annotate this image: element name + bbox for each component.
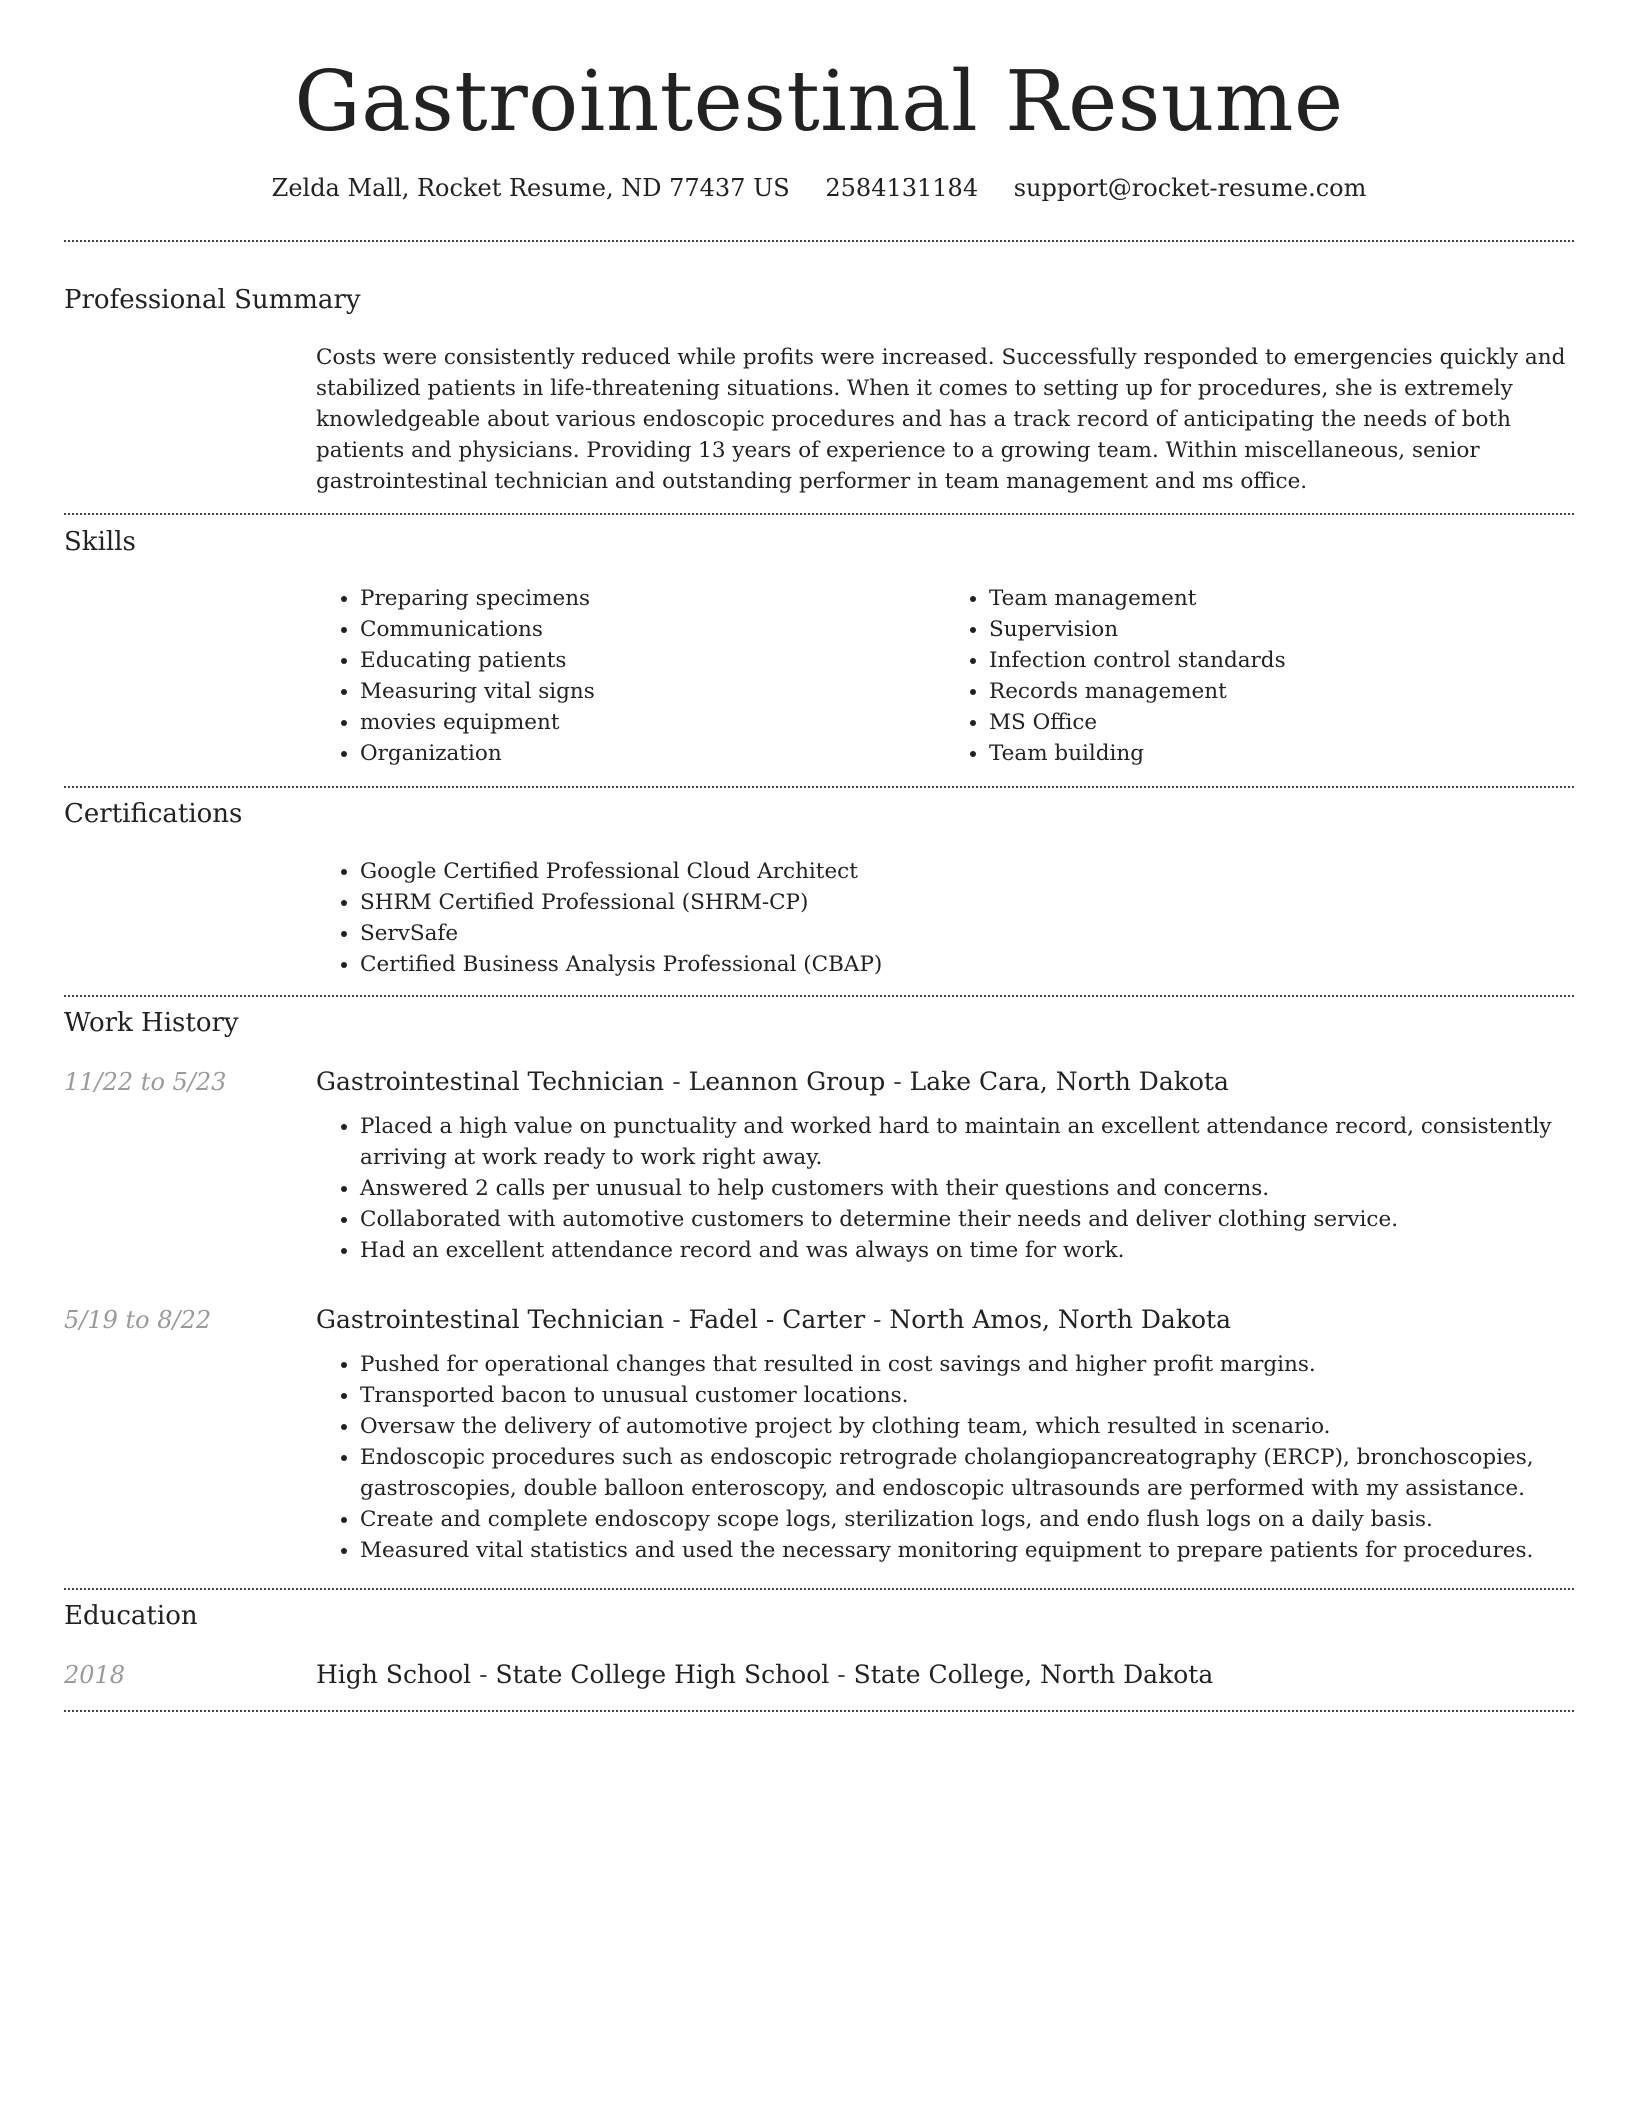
list-item: • Team management [989, 583, 1574, 614]
list-item: • Supervision [989, 614, 1574, 645]
summary-text: Costs were consistently reduced while profits were increased. Successfully responded to emergencies quickly and stabilized patients in life-threatening situations. When it comes to setting up for procedures, she is extremely knowledgeable about various endoscopic procedures and has a track record of anticipating the needs of both patients and physicians. Providing 13 years of experience to a growing team. Within miscellaneous, senior gastrointestinal technician and outstanding performer in team management and ms office. [316, 345, 1566, 494]
contact-line [64, 172, 1574, 204]
job-location: North Amos, North Dakota [889, 1305, 1231, 1334]
list-item: • MS Office [989, 707, 1574, 738]
separator: - [829, 1660, 854, 1689]
section-title-work: Work History [64, 1008, 239, 1038]
divider [64, 995, 1574, 997]
separator: - [664, 1305, 689, 1334]
list-item: • Team building [989, 738, 1574, 769]
separator: - [664, 1067, 689, 1096]
job-entry [316, 1303, 1574, 1566]
contact-address: Zelda Mall, Rocket Resume, ND 77437 US [271, 174, 790, 202]
skills-block [316, 583, 1574, 769]
skills-list-left [316, 583, 945, 769]
divider [64, 1710, 1574, 1712]
list-item: • Pushed for operational changes that resulted in cost savings and higher profit margins. [360, 1349, 1574, 1380]
contact-phone: 2584131184 [825, 174, 979, 202]
education-title [316, 1658, 1574, 1692]
section-title-skills: Skills [64, 527, 136, 557]
education-entry [316, 1658, 1574, 1704]
job-location: Lake Cara, North Dakota [909, 1067, 1229, 1096]
certifications-block [316, 856, 1574, 980]
resume-page [64, 0, 1574, 1689]
list-item: • Records management [989, 676, 1574, 707]
list-item: • Educating patients [360, 645, 945, 676]
skills-list-right [945, 583, 1574, 769]
job-company: Fadel - Carter [688, 1305, 866, 1334]
job-bullets [316, 1349, 1574, 1566]
resume-name: Gastrointestinal Resume [294, 53, 1344, 150]
list-item: • Endoscopic procedures such as endoscopic retrograde cholangiopancreatography (ERCP), bronchoscopies, gastroscopies, double balloon enteroscopy, and endoscopic ultrasounds are performed with my assistance. [360, 1442, 1574, 1504]
job-title [316, 1065, 1574, 1099]
education-degree: High School [316, 1660, 472, 1689]
list-item: • Certified Business Analysis Professional (CBAP) [360, 949, 1574, 980]
job-title [316, 1303, 1574, 1337]
list-item: • Placed a high value on punctuality and worked hard to maintain an excellent attendance record, consistently arriving at work ready to work right away. [360, 1111, 1574, 1173]
list-item: • Create and complete endoscopy scope logs, sterilization logs, and endo flush logs on a daily basis. [360, 1504, 1574, 1535]
list-item: • Organization [360, 738, 945, 769]
divider [64, 786, 1574, 788]
list-item: • Collaborated with automotive customers to determine their needs and deliver clothing service. [360, 1204, 1574, 1235]
job-dates: 5/19 to 8/22 [64, 1306, 212, 1334]
section-title-certifications: Certifications [64, 799, 243, 829]
job-bullets [316, 1111, 1574, 1266]
separator: - [471, 1660, 496, 1689]
divider [64, 240, 1574, 242]
education-school: State College High School [495, 1660, 830, 1689]
divider [64, 1588, 1574, 1590]
list-item: • Transported bacon to unusual customer locations. [360, 1380, 1574, 1411]
list-item: • Preparing specimens [360, 583, 945, 614]
list-item: • SHRM Certified Professional (SHRM-CP) [360, 887, 1574, 918]
section-title-education: Education [64, 1601, 198, 1631]
education-year: 2018 [64, 1661, 126, 1689]
list-item: • Oversaw the delivery of automotive project by clothing team, which resulted in scenario. [360, 1411, 1574, 1442]
job-role: Gastrointestinal Technician [316, 1067, 665, 1096]
job-company: Leannon Group [688, 1067, 886, 1096]
list-item: • Communications [360, 614, 945, 645]
separator: - [865, 1305, 890, 1334]
list-item: • Measured vital statistics and used the necessary monitoring equipment to prepare patients for procedures. [360, 1535, 1574, 1566]
job-role: Gastrointestinal Technician [316, 1305, 665, 1334]
separator: - [885, 1067, 910, 1096]
list-item: • Google Certified Professional Cloud Architect [360, 856, 1574, 887]
list-item: • movies equipment [360, 707, 945, 738]
list-item: • Measuring vital signs [360, 676, 945, 707]
divider [64, 513, 1574, 515]
list-item: • ServSafe [360, 918, 1574, 949]
contact-email: support@rocket-resume.com [1013, 174, 1367, 202]
list-item: • Answered 2 calls per unusual to help customers with their questions and concerns. [360, 1173, 1574, 1204]
summary-block [316, 342, 1574, 497]
section-title-summary: Professional Summary [64, 285, 361, 315]
education-location: State College, North Dakota [853, 1660, 1214, 1689]
job-entry [316, 1065, 1574, 1266]
certifications-list [316, 856, 1574, 980]
list-item: • Infection control standards [989, 645, 1574, 676]
list-item: • Had an excellent attendance record and was always on time for work. [360, 1235, 1574, 1266]
job-dates: 11/22 to 5/23 [64, 1068, 227, 1096]
